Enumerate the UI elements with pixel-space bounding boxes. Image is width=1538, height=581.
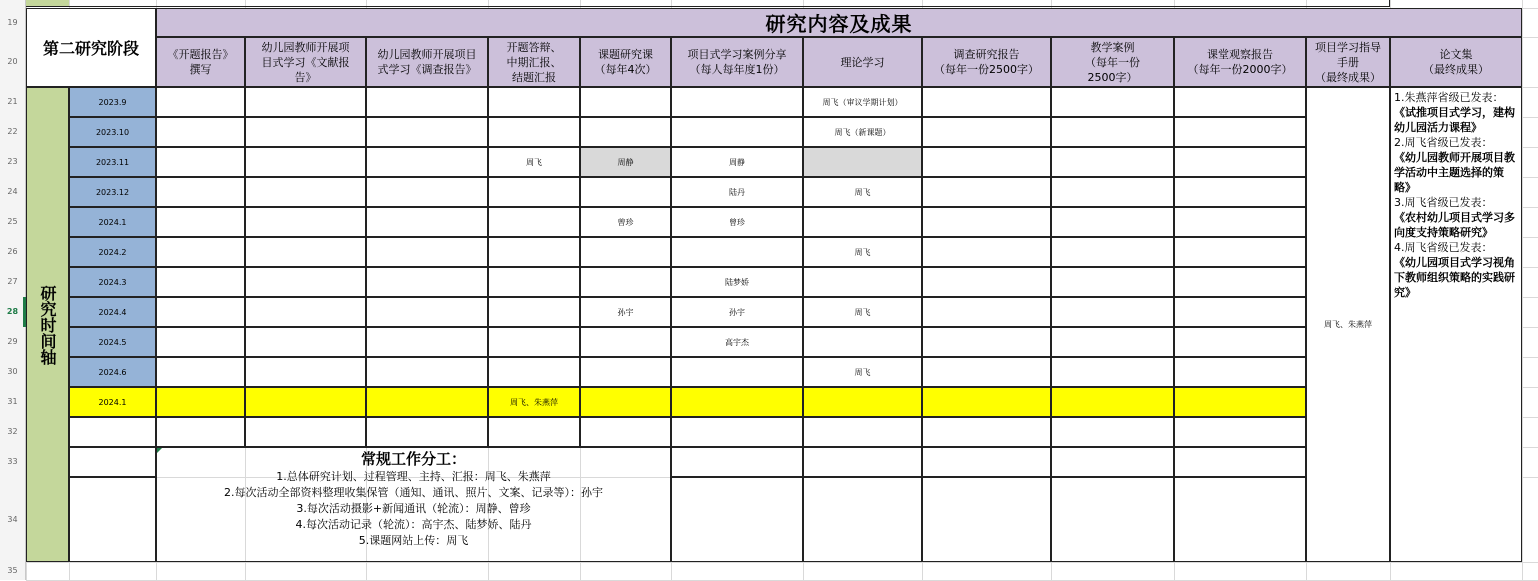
- table-cell[interactable]: [1051, 387, 1174, 417]
- table-cell[interactable]: [922, 297, 1051, 327]
- table-cell[interactable]: [245, 117, 366, 147]
- table-cell[interactable]: [1174, 177, 1306, 207]
- column-header: 调查研究报告 （每年一份2500字）: [922, 37, 1051, 87]
- date-cell[interactable]: 2024.1: [69, 207, 156, 237]
- table-cell[interactable]: [1051, 117, 1174, 147]
- table-cell[interactable]: [488, 297, 580, 327]
- table-cell[interactable]: 周静: [671, 147, 803, 177]
- row-number[interactable]: 22: [7, 127, 18, 136]
- table-cell[interactable]: [803, 267, 922, 297]
- table-cell[interactable]: [922, 207, 1051, 237]
- table-cell[interactable]: [1051, 297, 1174, 327]
- table-cell[interactable]: [245, 327, 366, 357]
- table-cell[interactable]: [366, 267, 488, 297]
- papers-cell[interactable]: [1390, 87, 1522, 562]
- gridline-h: [26, 562, 1538, 563]
- table-cell[interactable]: [366, 297, 488, 327]
- table-cell[interactable]: [488, 357, 580, 387]
- paper-author-line: 3.周飞省级已发表：: [1394, 196, 1493, 209]
- table-cell[interactable]: [922, 267, 1051, 297]
- table-cell[interactable]: [245, 87, 366, 117]
- table-cell[interactable]: [1174, 267, 1306, 297]
- table-cell[interactable]: [156, 357, 245, 387]
- table-cell[interactable]: [488, 117, 580, 147]
- column-header: 项目式学习案例分享 （每人每年度1份）: [671, 37, 803, 87]
- table-cell[interactable]: [803, 147, 922, 177]
- table-cell[interactable]: [156, 267, 245, 297]
- table-cell[interactable]: [1051, 327, 1174, 357]
- table-cell[interactable]: [1051, 147, 1174, 177]
- table-cell[interactable]: [1051, 417, 1174, 447]
- table-cell[interactable]: [671, 447, 803, 477]
- table-cell[interactable]: [488, 87, 580, 117]
- table-cell[interactable]: [1174, 477, 1306, 562]
- routine-item: 4.每次活动记录（轮流）：高宇杰、陆梦娇、陆丹: [295, 518, 532, 531]
- table-cell[interactable]: [1051, 267, 1174, 297]
- table-cell[interactable]: [922, 327, 1051, 357]
- table-cell[interactable]: [1051, 357, 1174, 387]
- table-cell[interactable]: [922, 387, 1051, 417]
- table-cell[interactable]: 曾珍: [671, 207, 803, 237]
- date-cell[interactable]: 2024.2: [69, 237, 156, 267]
- table-cell[interactable]: [1174, 87, 1306, 117]
- stage-title: 第二研究阶段: [26, 8, 156, 87]
- table-cell[interactable]: 周飞: [803, 177, 922, 207]
- column-header: 开题答辩、 中期汇报、 结题汇报: [488, 37, 580, 87]
- table-cell[interactable]: [488, 177, 580, 207]
- table-cell[interactable]: [1174, 357, 1306, 387]
- table-cell[interactable]: [1174, 447, 1306, 477]
- row-number[interactable]: 27: [7, 277, 18, 286]
- table-cell[interactable]: [366, 387, 488, 417]
- papers-list: [1394, 90, 1519, 300]
- routine-item: 1.总体研究计划、过程管理、主持、汇报：周飞、朱燕萍: [276, 470, 551, 483]
- table-cell[interactable]: [671, 417, 803, 447]
- table-cell[interactable]: [1051, 237, 1174, 267]
- table-cell[interactable]: [1051, 447, 1174, 477]
- table-cell[interactable]: [1174, 327, 1306, 357]
- table-cell[interactable]: [156, 237, 245, 267]
- table-cell[interactable]: [245, 207, 366, 237]
- routine-item: 2.每次活动全部资料整理收集保管（通知、通讯、照片、文案、记录等）：孙宇: [224, 486, 603, 499]
- column-header: 理论学习: [803, 37, 922, 87]
- table-cell[interactable]: [922, 177, 1051, 207]
- row-number[interactable]: 24: [7, 187, 18, 196]
- date-cell[interactable]: 2024.5: [69, 327, 156, 357]
- table-cell[interactable]: [1051, 207, 1174, 237]
- date-cell[interactable]: 2023.12: [69, 177, 156, 207]
- table-cell[interactable]: [69, 477, 156, 562]
- table-cell[interactable]: 孙宇: [580, 297, 671, 327]
- table-cell[interactable]: [922, 477, 1051, 562]
- content-banner: 研究内容及成果: [156, 8, 1522, 37]
- column-header: 《开题报告》 撰写: [156, 37, 245, 87]
- table-cell[interactable]: 孙宇: [671, 297, 803, 327]
- table-cell[interactable]: [245, 267, 366, 297]
- table-cell[interactable]: [245, 297, 366, 327]
- table-cell[interactable]: [488, 237, 580, 267]
- table-cell[interactable]: [580, 357, 671, 387]
- row-number[interactable]: 35: [7, 566, 18, 575]
- table-cell[interactable]: [488, 267, 580, 297]
- table-cell[interactable]: [366, 177, 488, 207]
- table-cell[interactable]: [488, 207, 580, 237]
- table-cell[interactable]: [366, 327, 488, 357]
- table-cell[interactable]: [671, 477, 803, 562]
- date-cell[interactable]: 2024.1: [69, 387, 156, 417]
- table-cell[interactable]: [156, 117, 245, 147]
- table-cell[interactable]: [803, 417, 922, 447]
- gridline-v: [1522, 0, 1523, 580]
- prev-row-strip: [69, 0, 1390, 7]
- table-cell[interactable]: [922, 417, 1051, 447]
- table-cell[interactable]: 周飞: [803, 237, 922, 267]
- table-cell[interactable]: [1174, 417, 1306, 447]
- paper-title: 《农村幼儿项目式学习多向度支持策略研究》: [1394, 211, 1515, 239]
- paper-title: 《幼儿园教师开展项目教学活动中主题选择的策略》: [1394, 151, 1515, 194]
- table-cell[interactable]: [156, 387, 245, 417]
- table-cell[interactable]: [156, 297, 245, 327]
- table-cell[interactable]: [922, 447, 1051, 477]
- paper-title: 《试推项目式学习，建构幼儿园活力课程》: [1394, 106, 1515, 134]
- table-cell[interactable]: [366, 357, 488, 387]
- row-number[interactable]: 23: [7, 157, 18, 166]
- row-number[interactable]: 29: [7, 337, 18, 346]
- handbook-cell[interactable]: 周飞、朱燕萍: [1306, 87, 1390, 562]
- row-number[interactable]: 34: [7, 515, 18, 524]
- column-header: 课堂观察报告 （每年一份2000字）: [1174, 37, 1306, 87]
- table-cell[interactable]: [922, 87, 1051, 117]
- table-cell[interactable]: [580, 237, 671, 267]
- table-cell[interactable]: [156, 207, 245, 237]
- table-cell[interactable]: [580, 327, 671, 357]
- table-cell[interactable]: [488, 417, 580, 447]
- table-cell[interactable]: 高宇杰: [671, 327, 803, 357]
- table-cell[interactable]: [156, 147, 245, 177]
- table-cell[interactable]: 周飞（新课题）: [803, 117, 922, 147]
- table-cell[interactable]: 周飞、朱燕萍: [488, 387, 580, 417]
- table-cell[interactable]: [366, 117, 488, 147]
- table-cell[interactable]: [671, 357, 803, 387]
- table-cell[interactable]: [803, 387, 922, 417]
- table-cell[interactable]: 陆丹: [671, 177, 803, 207]
- prev-row-strip: [26, 0, 69, 7]
- row-number[interactable]: 26: [7, 247, 18, 256]
- table-cell[interactable]: 曾珍: [580, 207, 671, 237]
- table-cell[interactable]: [580, 117, 671, 147]
- table-cell[interactable]: [488, 327, 580, 357]
- table-cell[interactable]: [156, 417, 245, 447]
- column-header: 论文集 （最终成果）: [1390, 37, 1522, 87]
- routine-division-block[interactable]: [156, 447, 671, 562]
- column-header: 幼儿园教师开展项目 式学习《调查报告》: [366, 37, 488, 87]
- table-cell[interactable]: 陆梦娇: [671, 267, 803, 297]
- row-number[interactable]: 19: [7, 18, 18, 27]
- table-cell[interactable]: [366, 207, 488, 237]
- table-cell[interactable]: [156, 327, 245, 357]
- row-number[interactable]: 32: [7, 427, 18, 436]
- date-cell[interactable]: 2023.10: [69, 117, 156, 147]
- column-header: 教学案例 （每年一份 2500字）: [1051, 37, 1174, 87]
- table-cell[interactable]: [245, 237, 366, 267]
- row-number[interactable]: 21: [7, 97, 18, 106]
- column-header: 项目学习指导 手册 （最终成果）: [1306, 37, 1390, 87]
- table-cell[interactable]: [803, 327, 922, 357]
- table-cell[interactable]: [1174, 117, 1306, 147]
- table-cell[interactable]: [922, 117, 1051, 147]
- table-cell[interactable]: [1174, 207, 1306, 237]
- table-cell[interactable]: [245, 417, 366, 447]
- table-cell[interactable]: 周静: [580, 147, 671, 177]
- table-cell[interactable]: [366, 87, 488, 117]
- table-cell[interactable]: [922, 147, 1051, 177]
- table-cell[interactable]: [366, 147, 488, 177]
- table-cell[interactable]: [580, 417, 671, 447]
- table-cell[interactable]: [1051, 87, 1174, 117]
- table-cell[interactable]: [803, 447, 922, 477]
- date-cell[interactable]: 2024.4: [69, 297, 156, 327]
- table-cell[interactable]: [366, 237, 488, 267]
- row-number[interactable]: 20: [7, 57, 18, 66]
- table-cell[interactable]: [580, 267, 671, 297]
- date-cell[interactable]: 2023.11: [69, 147, 156, 177]
- table-cell[interactable]: [245, 147, 366, 177]
- table-cell[interactable]: [69, 417, 156, 447]
- table-cell[interactable]: [1174, 297, 1306, 327]
- cell-grid: [26, 0, 1538, 580]
- table-cell[interactable]: [156, 87, 245, 117]
- column-header: 幼儿园教师开展项 目式学习《文献报 告》: [245, 37, 366, 87]
- table-cell[interactable]: 周飞: [803, 357, 922, 387]
- row-header-column: [0, 0, 26, 580]
- table-cell[interactable]: [156, 177, 245, 207]
- routine-item: 3.每次活动摄影+新闻通讯（轮流）：周静、曾珍: [296, 502, 531, 515]
- table-cell[interactable]: [922, 357, 1051, 387]
- table-cell[interactable]: [671, 87, 803, 117]
- table-cell[interactable]: [671, 237, 803, 267]
- date-cell[interactable]: 2023.9: [69, 87, 156, 117]
- date-cell[interactable]: 2024.3: [69, 267, 156, 297]
- table-cell[interactable]: [580, 177, 671, 207]
- table-cell[interactable]: [580, 387, 671, 417]
- table-cell[interactable]: [922, 237, 1051, 267]
- paper-title: 《幼儿园项目式学习视角下教师组织策略的实践研究》: [1394, 256, 1515, 299]
- timeline-label: 研究时间轴: [26, 87, 69, 562]
- row-number[interactable]: 25: [7, 217, 18, 226]
- routine-title: 常规工作分工：: [360, 450, 466, 468]
- row-number[interactable]: 30: [7, 367, 18, 376]
- table-cell[interactable]: [580, 87, 671, 117]
- row-number[interactable]: 33: [7, 457, 18, 466]
- column-header: 课题研究课 （每年4次）: [580, 37, 671, 87]
- table-cell[interactable]: [366, 417, 488, 447]
- routine-item: 5.课题网站上传：周飞: [358, 534, 469, 547]
- table-cell[interactable]: [803, 207, 922, 237]
- table-cell[interactable]: [1174, 237, 1306, 267]
- table-cell[interactable]: [245, 387, 366, 417]
- table-cell[interactable]: [1174, 147, 1306, 177]
- table-cell[interactable]: [245, 177, 366, 207]
- table-cell[interactable]: [1051, 477, 1174, 562]
- table-cell[interactable]: 周飞: [803, 297, 922, 327]
- table-cell[interactable]: [803, 477, 922, 562]
- row-number[interactable]: 28: [6, 307, 19, 316]
- date-cell[interactable]: 2024.6: [69, 357, 156, 387]
- paper-author-line: 4.周飞省级已发表：: [1394, 241, 1493, 254]
- table-cell[interactable]: [671, 387, 803, 417]
- comment-indicator: [157, 448, 162, 453]
- paper-author-line: 2.周飞省级已发表：: [1394, 136, 1493, 149]
- table-cell[interactable]: [671, 117, 803, 147]
- table-cell[interactable]: [1051, 177, 1174, 207]
- table-cell[interactable]: 周飞: [488, 147, 580, 177]
- table-cell[interactable]: [245, 357, 366, 387]
- table-cell[interactable]: [1174, 387, 1306, 417]
- row-number[interactable]: 31: [7, 397, 18, 406]
- table-cell[interactable]: [69, 447, 156, 477]
- table-cell[interactable]: 周飞（审议学期计划）: [803, 87, 922, 117]
- paper-author-line: 1.朱燕萍省级已发表：: [1394, 91, 1504, 104]
